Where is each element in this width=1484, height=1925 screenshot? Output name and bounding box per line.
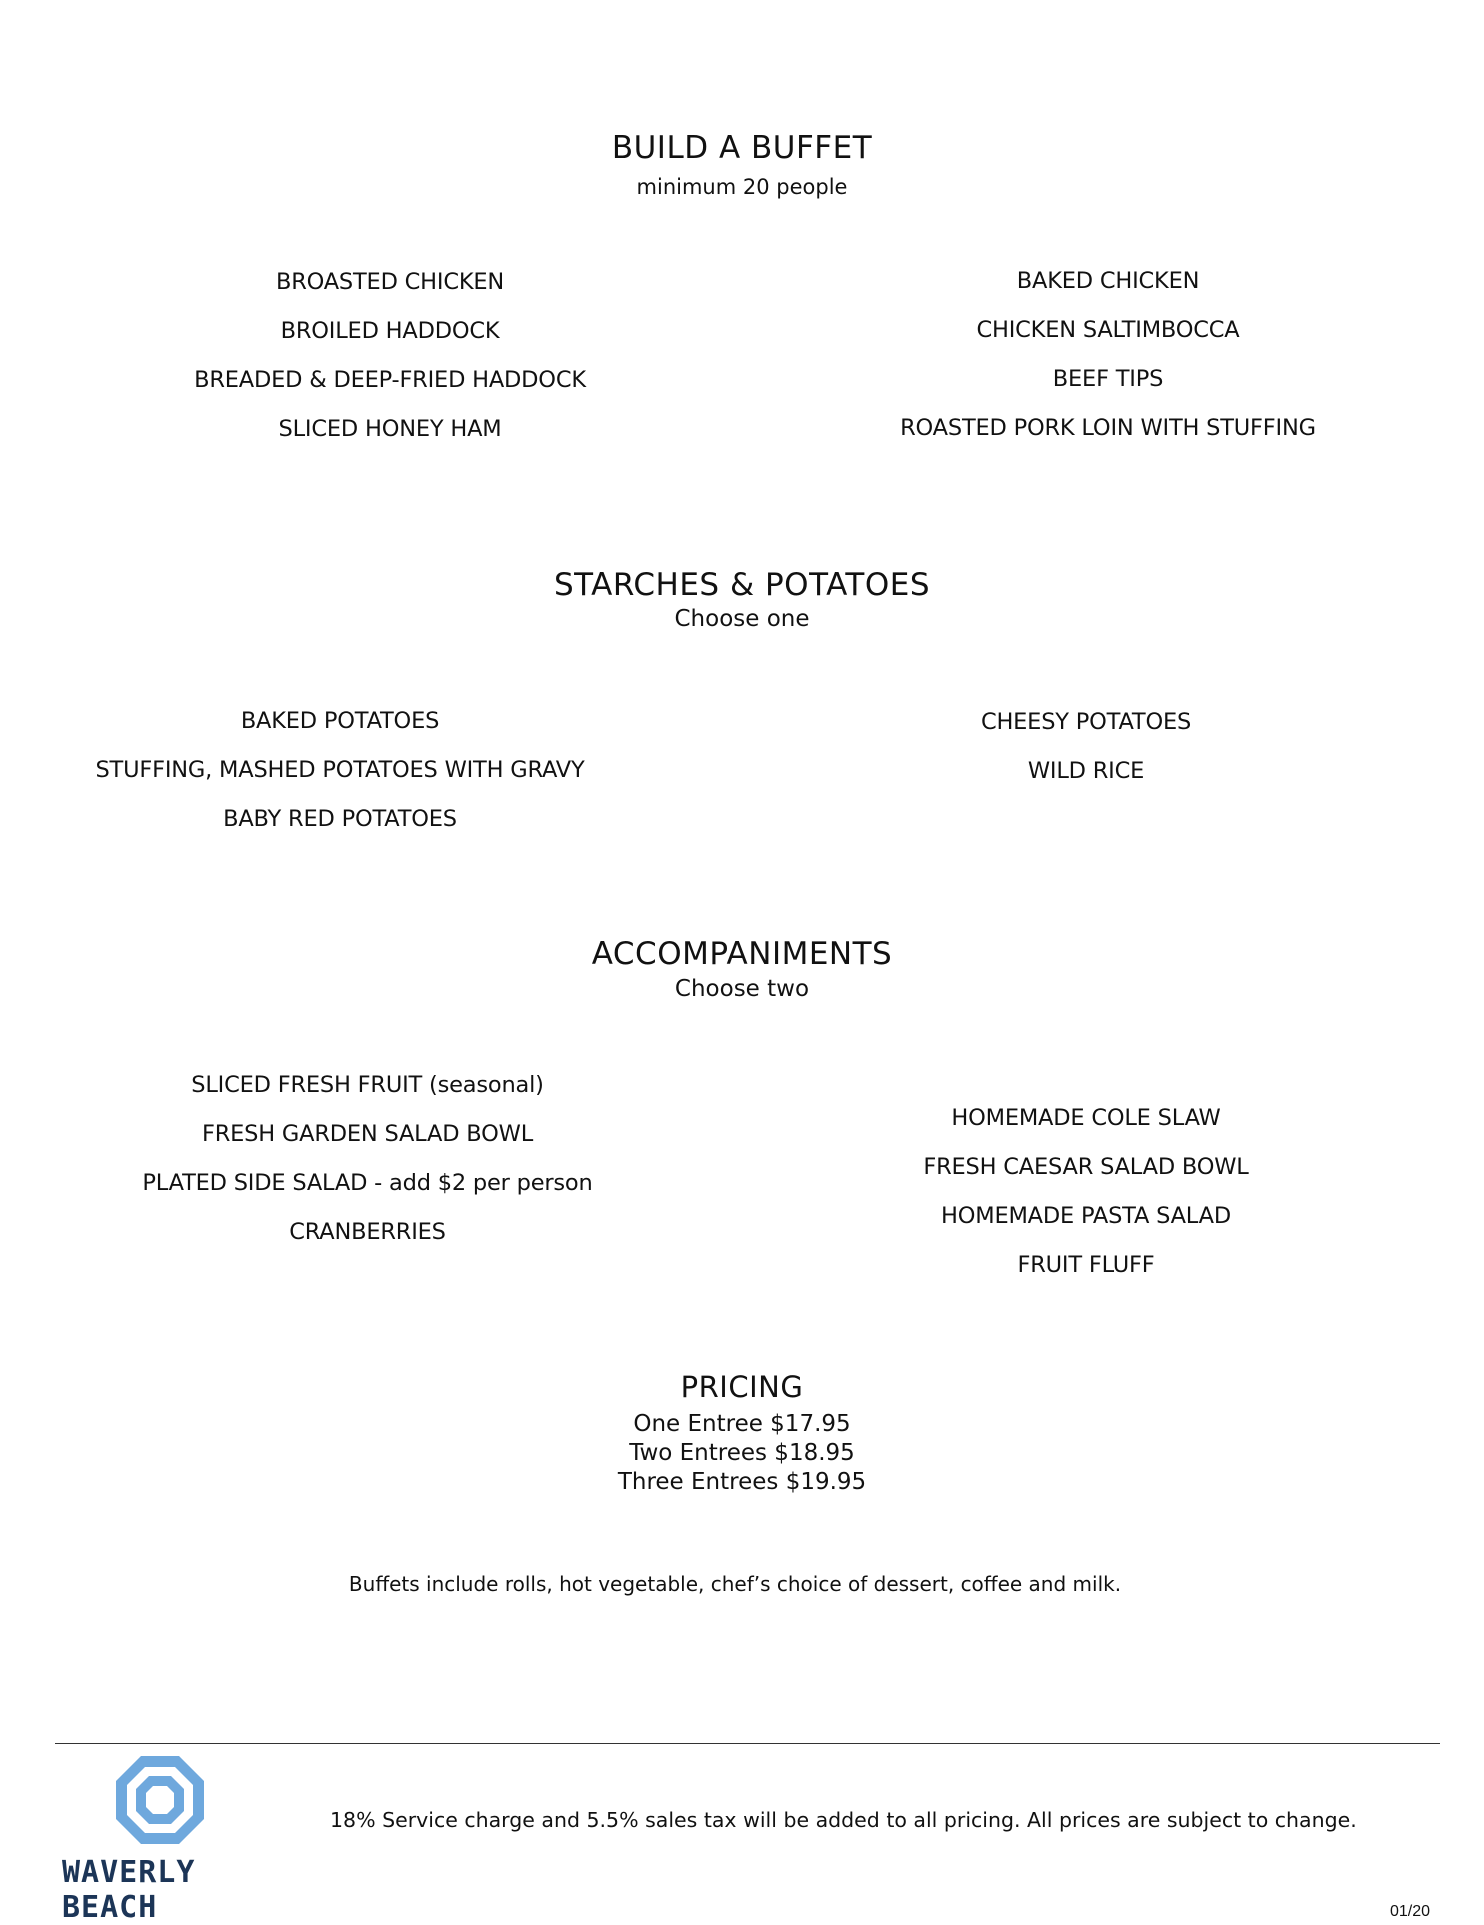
menu-item: PLATED SIDE SALAD - add $2 per person [142,1170,593,1196]
menu-item: BABY RED POTATOES [223,806,457,832]
includes-note: Buffets include rolls, hot vegetable, chef’s choice of dessert, coffee and milk. [348,1572,1122,1596]
menu-item: FRESH GARDEN SALAD BOWL [201,1121,534,1147]
menu-item: BROILED HADDOCK [280,318,500,344]
pricing-title: PRICING [680,1370,804,1404]
accompaniments-title: ACCOMPANIMENTS [591,936,893,972]
pricing-list [0,1410,1484,1497]
buffet-left-list [140,258,640,454]
menu-item: CHICKEN SALTIMBOCCA [976,317,1240,343]
pricing-line: Three Entrees $19.95 [617,1469,867,1495]
service-charge-note: 18% Service charge and 5.5% sales tax will be added to all pricing. All prices are subject to change. [330,1808,1357,1832]
menu-item: SLICED FRESH FRUIT (seasonal) [191,1072,544,1098]
menu-item: HOMEMADE PASTA SALAD [941,1203,1231,1229]
buffet-subtitle: minimum 20 people [636,175,848,199]
accompaniments-left-list [110,1061,625,1257]
pricing-line: One Entree $17.95 [633,1411,851,1437]
starches-right-list [836,698,1336,796]
menu-item: CRANBERRIES [289,1219,446,1245]
menu-item: BEEF TIPS [1052,366,1164,392]
version-code: 01/20 [1390,1903,1431,1920]
pricing-line: Two Entrees $18.95 [629,1440,855,1466]
footer-divider [55,1743,1440,1744]
menu-item: FRUIT FLUFF [1017,1252,1155,1278]
menu-item: BAKED POTATOES [240,708,440,734]
starches-subtitle: Choose one [674,606,810,632]
menu-item: SLICED HONEY HAM [278,416,502,442]
menu-item: BAKED CHICKEN [1016,268,1200,294]
menu-item: HOMEMADE COLE SLAW [951,1105,1221,1131]
starches-title: STARCHES & POTATOES [553,567,931,603]
menu-item: WILD RICE [1027,758,1145,784]
menu-item: CHEESY POTATOES [980,709,1192,735]
menu-item: STUFFING, MASHED POTATOES WITH GRAVY [95,757,585,783]
menu-item: BROASTED CHICKEN [275,269,505,295]
menu-item: BREADED & DEEP-FRIED HADDOCK [194,367,586,393]
starches-left-list [60,697,620,844]
logo-text: WAVERLY BEACH [62,1855,196,1925]
buffet-right-list [858,257,1358,453]
menu-item: ROASTED PORK LOIN WITH STUFFING [900,415,1316,441]
accompaniments-right-list [836,1094,1336,1290]
buffet-title: BUILD A BUFFET [611,130,873,166]
menu-item: FRESH CAESAR SALAD BOWL [923,1154,1249,1180]
octagon-target-icon [114,1754,206,1846]
accompaniments-subtitle: Choose two [674,976,810,1002]
